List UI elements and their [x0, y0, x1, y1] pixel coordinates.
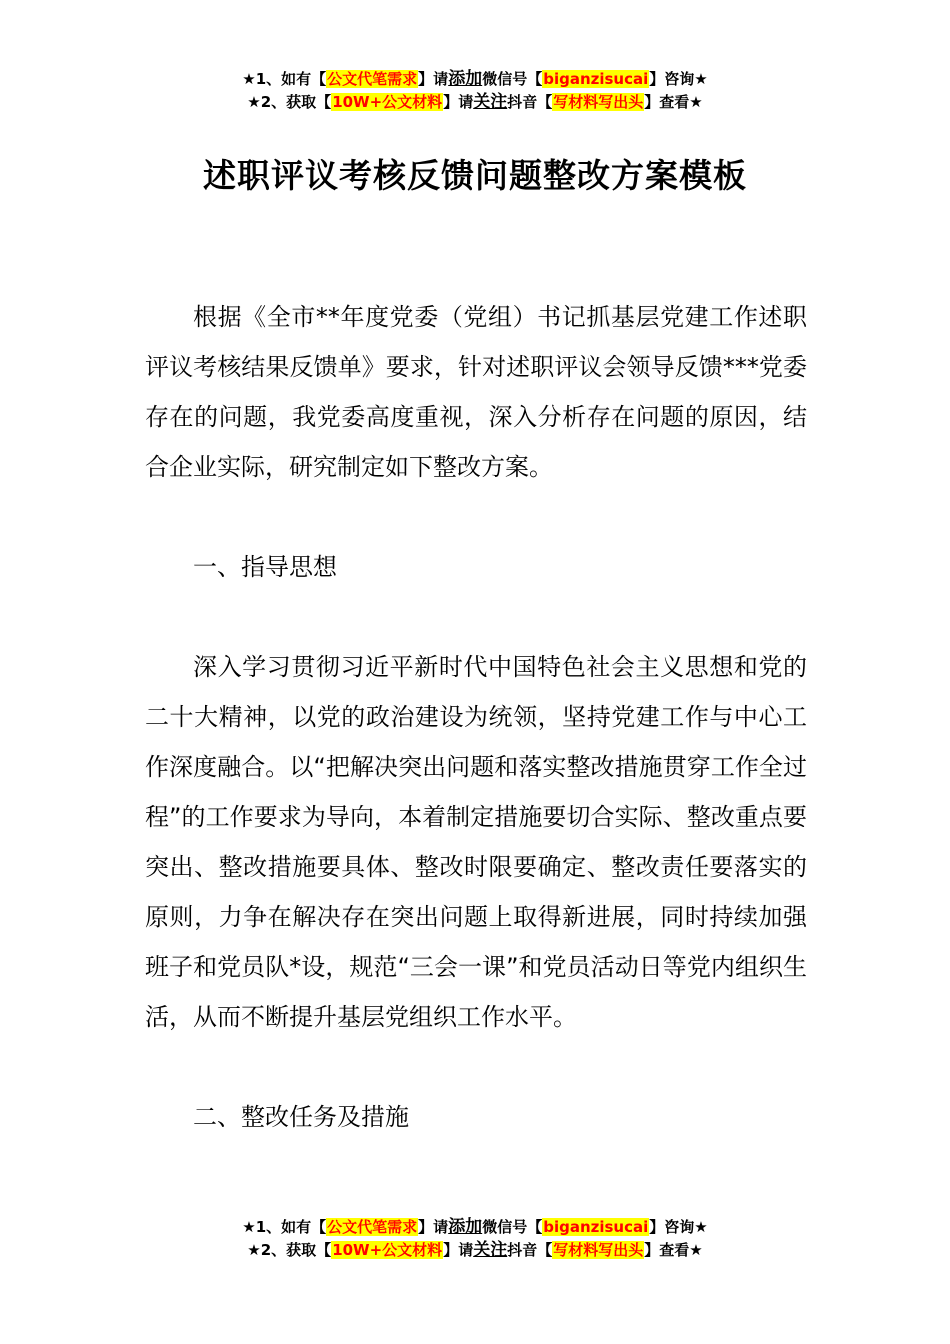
section-2-heading: 二、整改任务及措施 — [193, 1103, 409, 1131]
footer-ad — [0, 1216, 950, 1262]
footer-ad-1-emphasis: 添加 — [448, 1217, 483, 1237]
header-ad-2-post: 】查看★ — [644, 93, 703, 111]
footer-ad-line-2 — [0, 1239, 950, 1262]
header-ad-2-emphasis: 关注 — [473, 92, 508, 112]
header-ad-2-mid1: 】请 — [443, 93, 474, 111]
footer-ad-1-pre: ★1、如有【 — [242, 1218, 327, 1236]
document-title: 述职评议考核反馈问题整改方案模板 — [203, 156, 747, 195]
footer-ad-1-highlight-service: 公文代笔需求 — [327, 1218, 418, 1236]
header-ad-2-pre: ★2、获取【 — [247, 93, 332, 111]
header-ad-2-highlight-douyin: 写材料写出头 — [553, 93, 644, 111]
header-ad-1-post: 】咨询★ — [649, 70, 708, 88]
footer-ad-2-highlight-materials: 10W+公文材料 — [332, 1241, 443, 1259]
spacer — [145, 492, 807, 542]
intro-paragraph: 根据《全市**年度党委（党组）书记抓基层党建工作述职评议考核结果反馈单》要求，针对述职评议会领导反馈***党委存在的问题，我党委高度重视，深入分析存在问题的原因，结合企业实际，研究制定如下整改方案。 — [145, 303, 807, 481]
footer-ad-2-emphasis: 关注 — [473, 1240, 508, 1260]
header-ad-line-2 — [0, 91, 950, 114]
footer-ad-2-mid1: 】请 — [443, 1241, 474, 1259]
footer-ad-2-pre: ★2、获取【 — [247, 1241, 332, 1259]
footer-ad-2-post: 】查看★ — [644, 1241, 703, 1259]
footer-ad-1-mid1: 】请 — [418, 1218, 449, 1236]
spacer — [145, 592, 807, 642]
footer-ad-2-mid2: 抖音【 — [507, 1241, 553, 1259]
header-ad-1-highlight-service: 公文代笔需求 — [327, 70, 418, 88]
footer-ad-1-highlight-wechat: biganzisucai — [543, 1218, 649, 1236]
header-ad-1-emphasis: 添加 — [448, 69, 483, 89]
footer-ad-line-1 — [0, 1216, 950, 1239]
footer-ad-1-mid2: 微信号【 — [482, 1218, 543, 1236]
section-1-heading: 一、指导思想 — [193, 553, 337, 581]
document-body — [145, 292, 807, 1142]
footer-ad-2-highlight-douyin: 写材料写出头 — [553, 1241, 644, 1259]
header-ad — [0, 68, 950, 114]
header-ad-1-mid2: 微信号【 — [482, 70, 543, 88]
header-ad-1-highlight-wechat: biganzisucai — [543, 70, 649, 88]
header-ad-2-mid2: 抖音【 — [507, 93, 553, 111]
header-ad-2-highlight-materials: 10W+公文材料 — [332, 93, 443, 111]
header-ad-1-mid1: 】请 — [418, 70, 449, 88]
spacer — [145, 1042, 807, 1092]
header-ad-line-1 — [0, 68, 950, 91]
footer-ad-1-post: 】咨询★ — [649, 1218, 708, 1236]
section-1-paragraph: 深入学习贯彻习近平新时代中国特色社会主义思想和党的二十大精神，以党的政治建设为统领，坚持党建工作与中心工作深度融合。以“把解决突出问题和落实整改措施贯穿工作全过程”的工作要求为导向，本着制定措施要切合实际、整改重点要突出、整改措施要具体、整改时限要确定、整改责任要落实的原则，力争在解决存在突出问题上取得新进展，同时持续加强班子和党员队*设，规范“三会一课”和党员活动日等党内组织生活，从而不断提升基层党组织工作水平。 — [145, 653, 807, 1031]
header-ad-1-pre: ★1、如有【 — [242, 70, 327, 88]
